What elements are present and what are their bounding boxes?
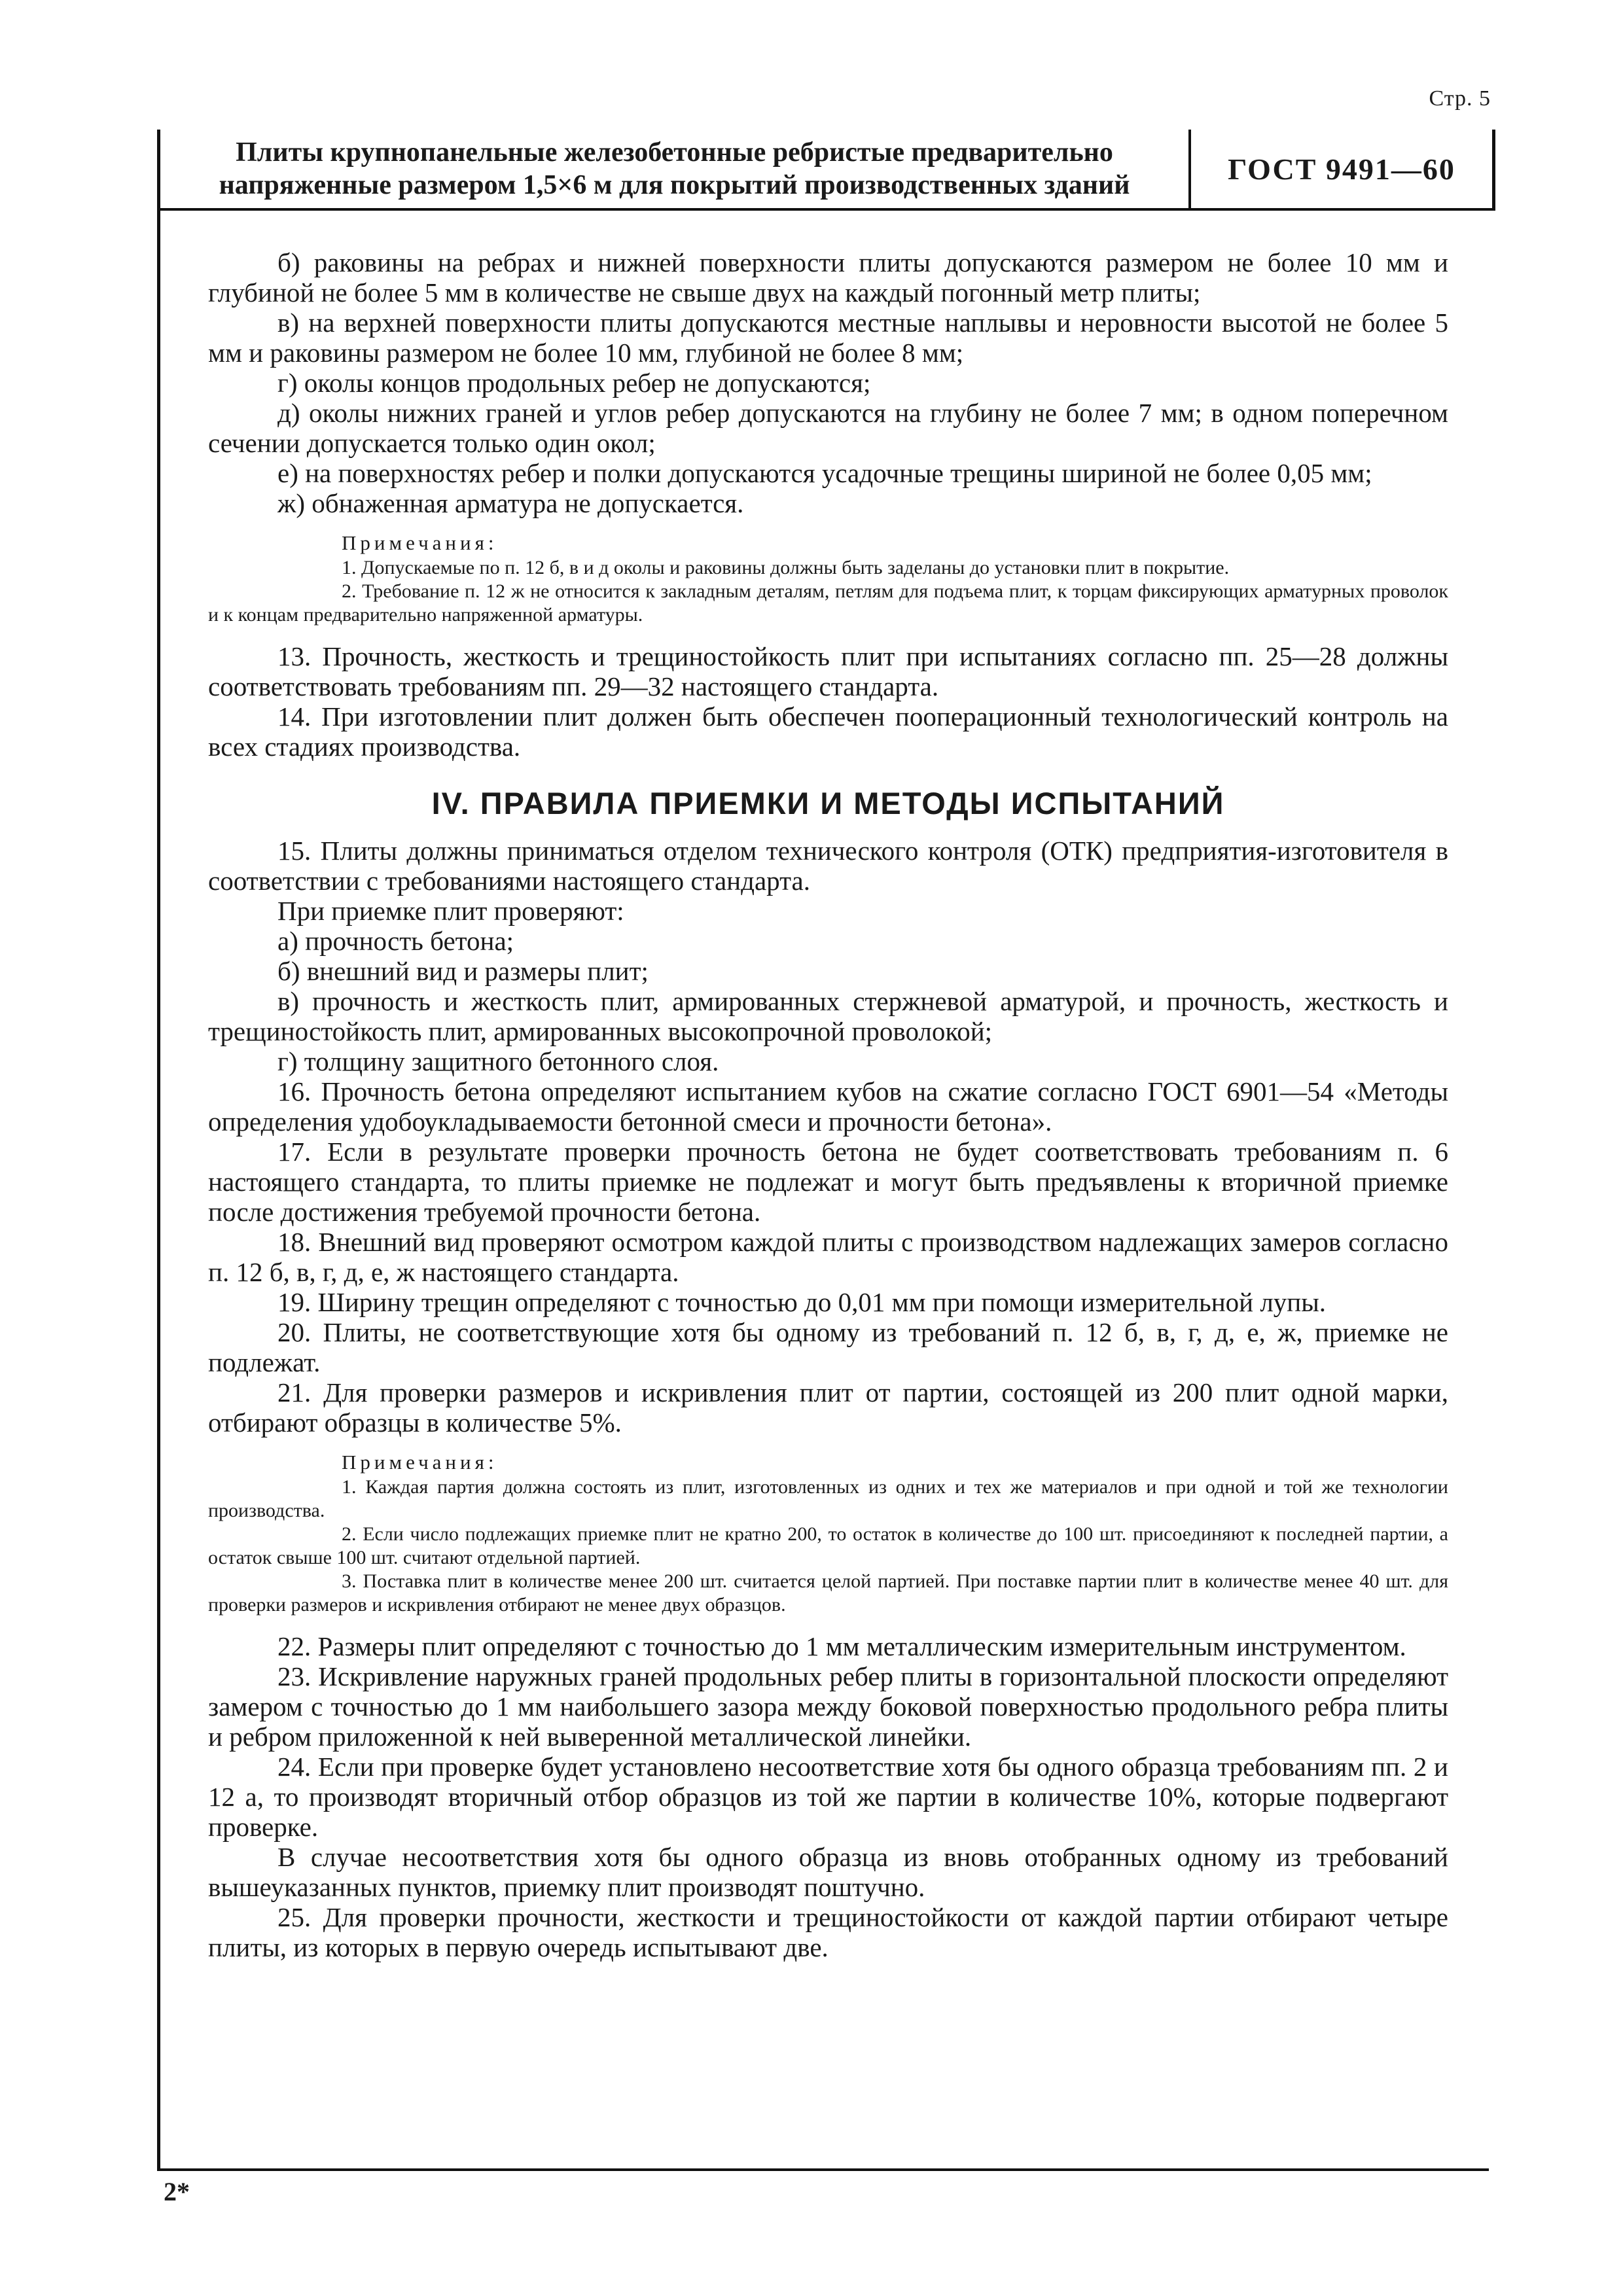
paragraph-15-intro: При приемке плит проверяют:: [277, 896, 624, 926]
page-number: Стр. 5: [1429, 86, 1491, 111]
paragraph-25: 25. Для проверки прочности, жесткости и трещиностойкости от каждой партии отбирают четыре плиты, из которых в первую очередь испытывают две.: [208, 1902, 1448, 1962]
paragraph-24: 24. Если при проверке будет установлено несоответствие хотя бы одного образца требованиям пп. 2 и 12 а, то производят вторичный отбор образцов из той же партии в количестве 10%, которые подвергают проверке.: [208, 1752, 1448, 1842]
notes-block-2: [208, 1449, 1448, 1617]
item-b-pits: б) раковины на ребрах и нижней поверхности плиты допускаются размером не более 10 мм и глубиной не более 5 мм в количестве не свыше двух на каждый погонный метр плиты;: [208, 247, 1448, 308]
item-e-shrinkage-cracks: е) на поверхностях ребер и полки допускаются усадочные трещины шириной не более 0,05 мм;: [277, 458, 1372, 488]
gost-number: ГОСТ 9491—60: [1228, 152, 1455, 186]
note-item: 2. Требование п. 12 ж не относится к закладным деталям, петлям для подъема плит, к торцам фиксирующих арматурных проволок и к концам предварительно напряженной арматуры.: [208, 580, 1448, 626]
section-title: IV. ПРАВИЛА ПРИЕМКИ И МЕТОДЫ ИСПЫТАНИЙ: [431, 786, 1225, 821]
notes-block-1: [208, 530, 1448, 627]
paragraph-18: 18. Внешний вид проверяют осмотром каждой плиты с производством надлежащих замеров согласно п. 12 б, в, г, д, е, ж настоящего стандарта.: [208, 1227, 1448, 1287]
header-title-line-1: Плиты крупнопанельные железобетонные ребристые предварительно: [236, 137, 1113, 168]
note-item: 3. Поставка плит в количестве менее 200 шт. считается целой партией. При поставке партии плит в количестве менее 40 шт. для проверки размеров и искривления отбирают не менее двух образцов.: [208, 1570, 1448, 1616]
header-title-line-2: напряженные размером 1,5×6 м для покрытий производственных зданий: [219, 170, 1130, 200]
paragraph-14: 14. При изготовлении плит должен быть обеспечен пооперационный технологический контроль на всех стадиях производства.: [208, 701, 1448, 762]
paragraph-17: 17. Если в результате проверки прочность бетона не будет соответствовать требованиям п. 6 настоящего стандарта, то плиты приемке не подлежат и могут быть предъявлены к вторичной приемке после достижения требуемой прочности бетона.: [208, 1137, 1448, 1227]
document-header: [157, 130, 1495, 211]
check-g: г) толщину защитного бетонного слоя.: [277, 1046, 719, 1076]
notes-title: Примечания:: [342, 1451, 498, 1474]
item-g-rib-ends: г) околы концов продольных ребер не допускаются;: [277, 368, 871, 398]
notes-title: Примечания:: [342, 531, 498, 554]
paragraph-15: 15. Плиты должны приниматься отделом технического контроля (ОТК) предприятия-изготовителя в соответствии с требованиями настоящего стандарта.: [208, 836, 1448, 896]
paragraph-22: 22. Размеры плит определяют с точностью до 1 мм металлическим измерительным инструментом.: [277, 1631, 1406, 1661]
check-v: в) прочность и жесткость плит, армированных стержневой арматурой, и прочность, жесткость и трещиностойкость плит, армированных высокопрочной проволокой;: [208, 986, 1448, 1046]
paragraph-19: 19. Ширину трещин определяют с точностью до 0,01 мм при помощи измерительной лупы.: [277, 1287, 1327, 1317]
paragraph-21: 21. Для проверки размеров и искривления плит от партии, состоящей из 200 плит одной марки, отбирают образцы в количестве 5%.: [208, 1377, 1448, 1438]
item-v-top-surface: в) на верхней поверхности плиты допускаются местные наплывы и неровности высотой не более 5 мм и раковины размером не более 10 мм, глубиной не более 8 мм;: [208, 308, 1448, 368]
item-zh-exposed-reinforcement: ж) обнаженная арматура не допускается.: [277, 488, 744, 518]
paragraph-16: 16. Прочность бетона определяют испытанием кубов на сжатие согласно ГОСТ 6901—54 «Методы определения удобоукладываемости бетонной смеси и прочности бетона».: [208, 1076, 1448, 1137]
item-d-edge-chips: д) околы нижних граней и углов ребер допускаются на глубину не более 7 мм; в одном поперечном сечении допускается только один окол;: [208, 398, 1448, 458]
paragraph-20: 20. Плиты, не соответствующие хотя бы одному из требований п. 12 б, в, г, д, е, ж, приемке не подлежат.: [208, 1317, 1448, 1377]
header-title: [160, 130, 1191, 208]
note-item: 2. Если число подлежащих приемке плит не кратно 200, то остаток в количестве до 100 шт. присоединяют к последней партии, а остаток свыше 100 шт. считают отдельной партией.: [208, 1523, 1448, 1568]
signature-mark: 2*: [164, 2177, 190, 2206]
page-content: [208, 247, 1448, 1962]
check-a: а) прочность бетона;: [277, 926, 514, 956]
note-item: 1. Каждая партия должна состоять из плит, изготовленных из одних и тех же материалов и при одной и той же технологии производства.: [208, 1476, 1448, 1521]
paragraph-24-continued: В случае несоответствия хотя бы одного образца из вновь отобранных одному из требований вышеуказанных пунктов, приемку плит производят поштучно.: [208, 1842, 1448, 1902]
note-item: 1. Допускаемые по п. 12 б, в и д околы и раковины должны быть заделаны до установки плит в покрытие.: [342, 557, 1230, 578]
paragraph-23: 23. Искривление наружных граней продольных ребер плиты в горизонтальной плоскости определяют замером с точностью до 1 мм наибольшего зазора между боковой поверхностью продольного ребра плиты и ребром приложенной к ней выверенной металлической линейки.: [208, 1661, 1448, 1752]
paragraph-13: 13. Прочность, жесткость и трещиностойкость плит при испытаниях согласно пп. 25—28 должны соответствовать требованиям пп. 29—32 настоящего стандарта.: [208, 641, 1448, 701]
check-b: б) внешний вид и размеры плит;: [277, 956, 649, 986]
